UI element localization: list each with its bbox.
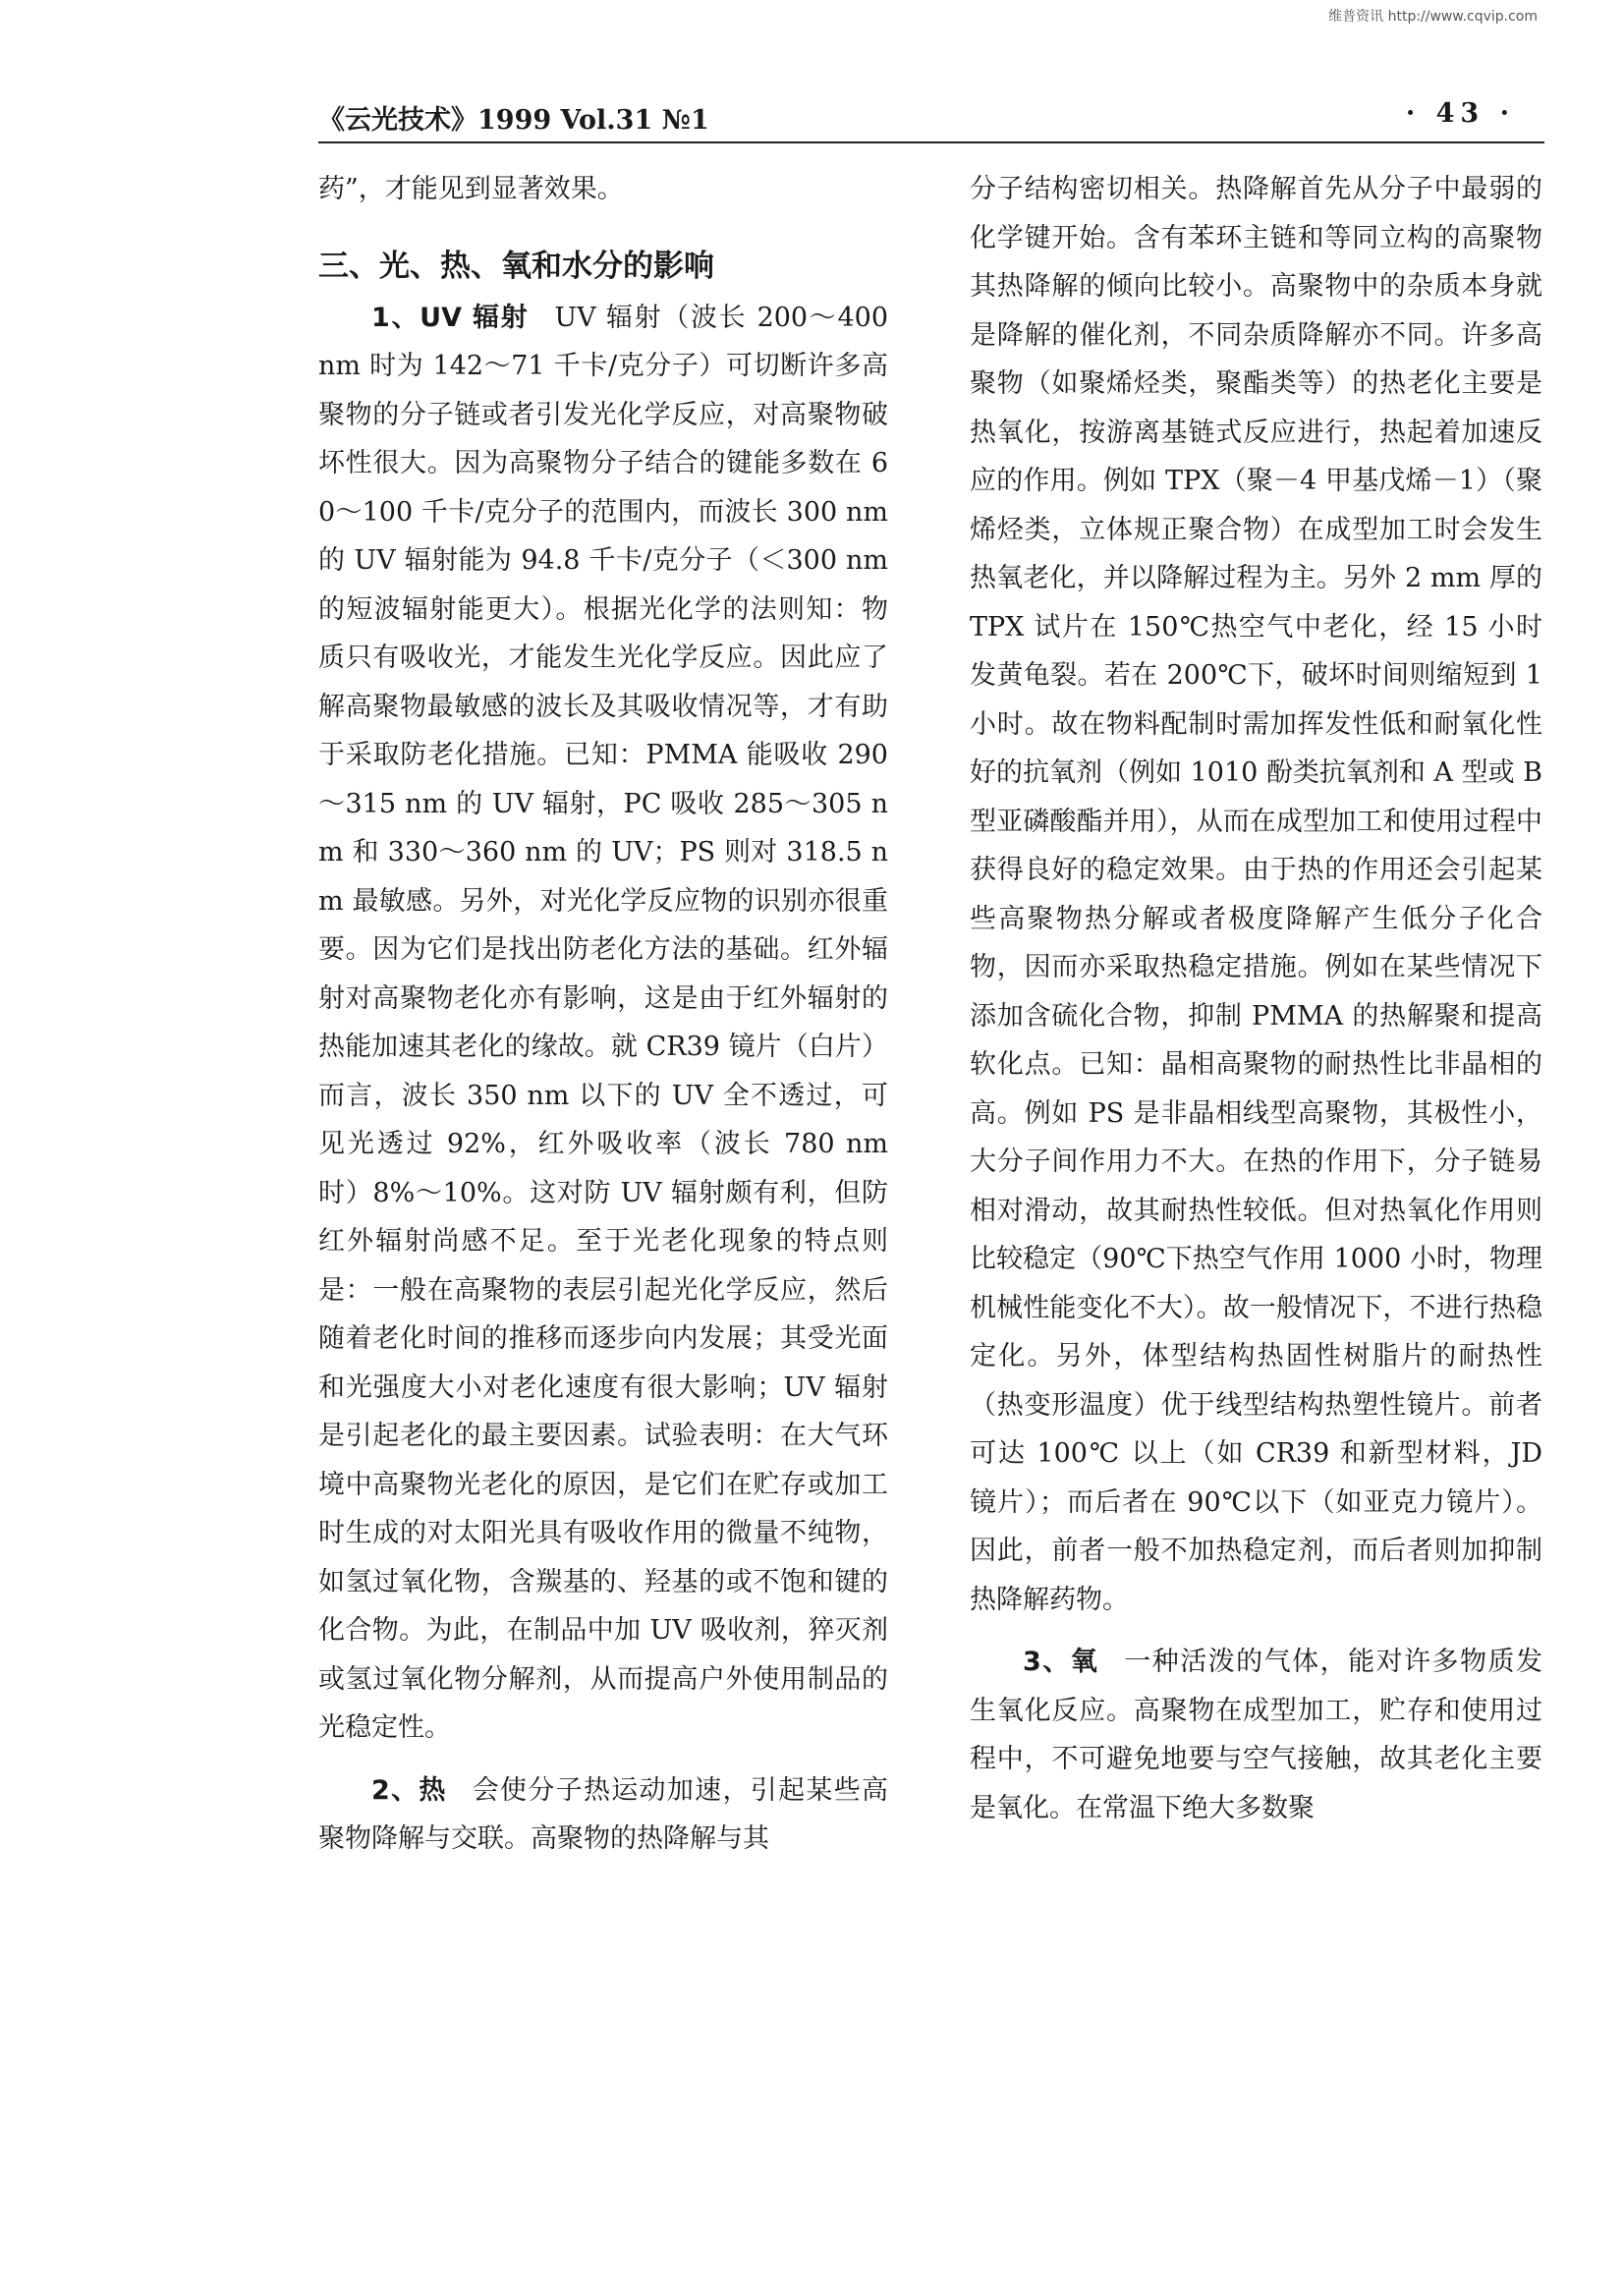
- oxygen-subheading: 3、氧: [1023, 1647, 1099, 1677]
- right-column: [970, 165, 1542, 1832]
- heat-continued-paragraph: 分子结构密切相关。热降解首先从分子中最弱的化学键开始。含有苯环主链和等同立构的高聚物其热降解的倾向比较小。高聚物中的杂质本身就是降解的催化剂，不同杂质降解亦不同。许多高聚物（如聚烯烃类，聚酯类等）的热老化主要是热氧化，按游离基链式反应进行，热起着加速反应的作用。例如 TPX（聚－4 甲基戊烯－1）（聚烯烃类，立体规正聚合物）在成型加工时会发生热氧老化，并以降解过程为主。另外 2 mm 厚的 TPX 试片在 150℃热空气中老化，经 15 小时发黄龟裂。若在 200℃下，破坏时间则缩短到 1 小时。故在物料配制时需加挥发性低和耐氧化性好的抗氧剂（例如 1010 酚类抗氧剂和 A 型或 B 型亚磷酸酯并用），从而在成型加工和使用过程中获得良好的稳定效果。由于热的作用还会引起某些高聚物热分解或者极度降解产生低分子化合物，因而亦采取热稳定措施。例如在某些情况下添加含硫化合物，抑制 PMMA 的热解聚和提高软化点。已知：晶相高聚物的耐热性比非晶相的高。例如 PS 是非晶相线型高聚物，其极性小，大分子间作用力不大。在热的作用下，分子链易相对滑动，故其耐热性较低。但对热氧化作用则比较稳定（90℃下热空气作用 1000 小时，物理机械性能变化不大）。故一般情况下，不进行热稳定化。另外，体型结构热固性树脂片的耐热性（热变形温度）优于线型结构热塑性镜片。前者可达 100℃ 以上（如 CR39 和新型材料，JD 镜片）；而后者在 90℃以下（如亚克力镜片）。因此，前者一般不加热稳定剂，而后者则加抑制热降解药物。: [970, 174, 1542, 1615]
- uv-paragraph: [318, 294, 888, 1753]
- oxygen-text: 一种活泼的气体，能对许多物质发生氧化反应。高聚物在成型加工，贮存和使用过程中，不可避免地要与空气接触，故其老化主要是氧化。在常温下绝大多数聚: [970, 1647, 1542, 1823]
- uv-text: UV 辐射（波长 200～400 nm 时为 142～71 千卡/克分子）可切断许多高聚物的分子链或者引发光化学反应，对高聚物破坏性很大。因为高聚物分子结合的键能多数在 60～100 千卡/克分子的范围内，而波长 300 nm 的 UV 辐射能为 94.8 千卡/克分子（＜300 nm 的短波辐射能更大）。根据光化学的法则知：物质只有吸收光，才能发生光化学反应。因此应了解高聚物最敏感的波长及其吸收情况等，才有助于采取防老化措施。已知：PMMA 能吸收 290～315 nm 的 UV 辐射，PC 吸收 285～305 nm 和 330～360 nm 的 UV；PS 则对 318.5 nm 最敏感。另外，对光化学反应物的识别亦很重要。因为它们是找出防老化方法的基础。红外辐射对高聚物老化亦有影响，这是由于红外辐射的热能加速其老化的缘故。就 CR39 镜片（白片）而言，波长 350 nm 以下的 UV 全不透过，可见光透过 92%，红外吸收率（波长 780 nm 时）8%～10%。这对防 UV 辐射颇有利，但防红外辐射尚感不足。至于光老化现象的特点则是：一般在高聚物的表层引起光化学反应，然后随着老化时间的推移而逐步向内发展；其受光面和光强度大小对老化速度有很大影响；UV 辐射是引起老化的最主要因素。试验表明：在大气环境中高聚物光老化的原因，是它们在贮存或加工时生成的对太阳光具有吸收作用的微量不纯物，如氢过氧化物，含羰基的、羟基的或不饱和键的化合物。为此，在制品中加 UV 吸收剂，猝灭剂或氢过氧化物分解剂，从而提高户外使用制品的光稳定性。: [318, 302, 888, 1743]
- heat-text: 会使分子热运动加速，引起某些高聚物降解与交联。高聚物的热降解与其: [318, 1774, 889, 1854]
- source-watermark: 维普资讯 http://www.cqvip.com: [1328, 9, 1538, 25]
- left-column: [318, 165, 888, 1864]
- oxygen-paragraph: [970, 1638, 1542, 1832]
- section-heading: 三、光、热、氧和水分的影响: [318, 248, 714, 284]
- uv-subheading: 1、UV 辐射: [371, 302, 530, 333]
- journal-citation: 《云光技术》1999 Vol.31 №1: [318, 105, 709, 136]
- page-number: · 43 ·: [1405, 98, 1515, 129]
- heat-subheading: 2、热: [371, 1774, 447, 1806]
- continuation-paragraph: 药”，才能见到显著效果。: [318, 174, 624, 204]
- running-header: [318, 98, 1544, 143]
- heat-paragraph: [318, 1766, 888, 1864]
